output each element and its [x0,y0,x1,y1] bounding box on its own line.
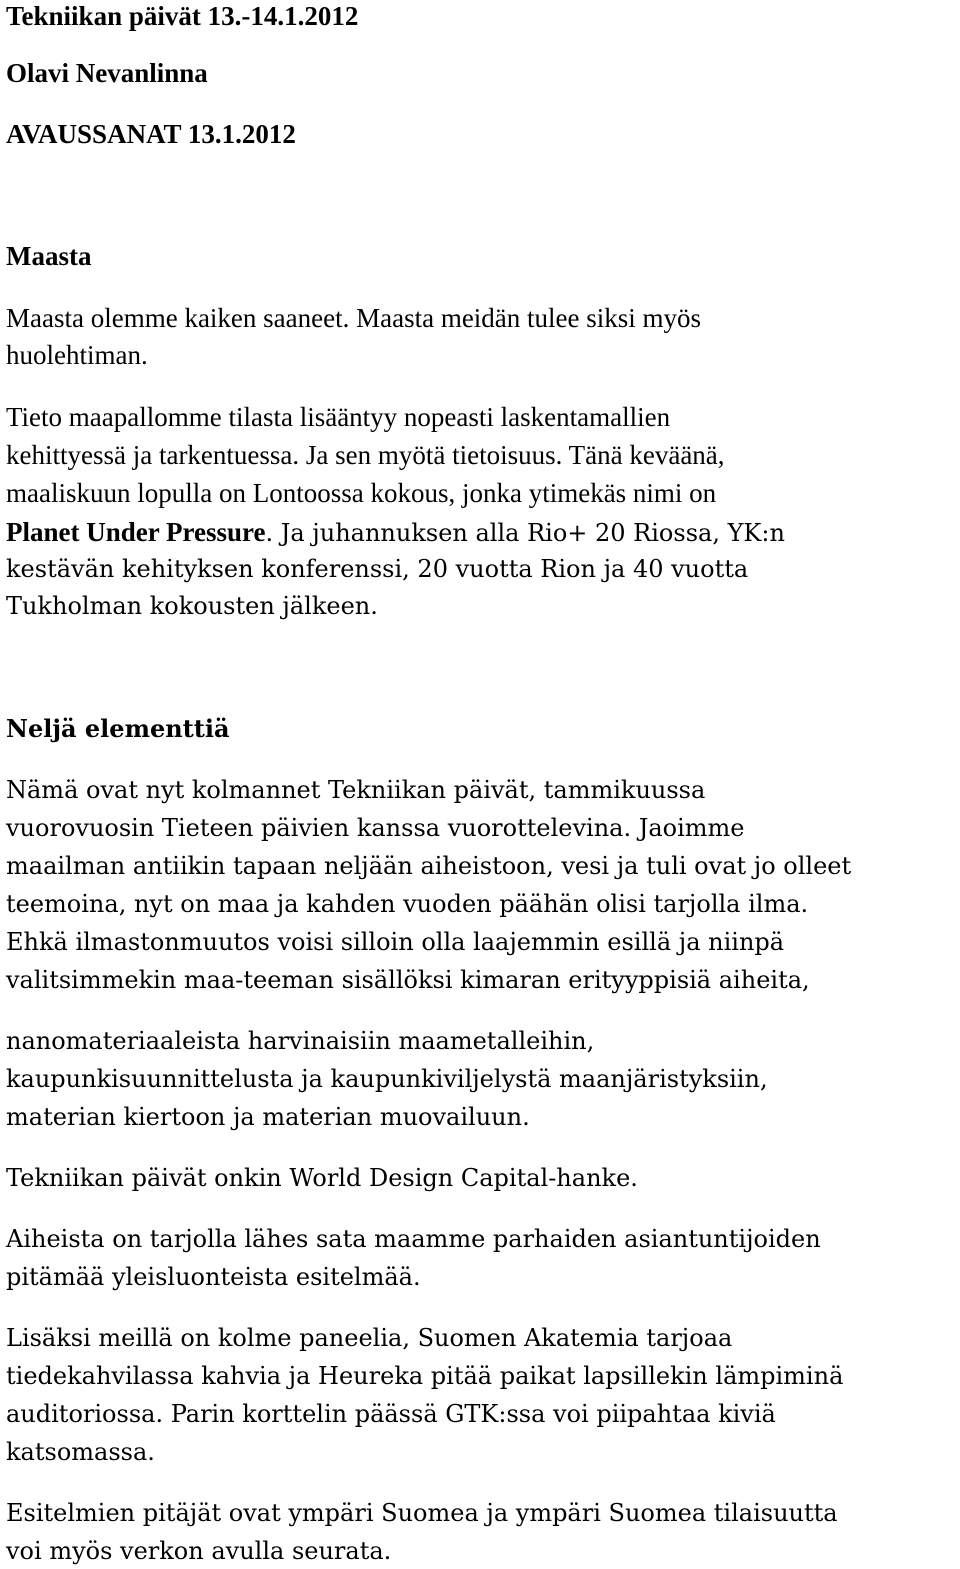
paragraph-line: huolehtiman. [6,340,148,370]
paragraph-line: Aiheista on tarjolla lähes sata maamme parhaiden asiantuntijoiden [6,1225,821,1253]
event-title: Tekniikan päivät 13.-14.1.2012 [6,1,359,31]
paragraph-line: Nämä ovat nyt kolmannet Tekniikan päivät, tammikuussa [6,776,706,804]
document-title: AVAUSSANAT 13.1.2012 [6,119,296,149]
paragraph-line: Tekniikan päivät onkin World Design Capital-hanke. [6,1164,638,1192]
paragraph-line: Lisäksi meillä on kolme paneelia, Suomen Akatemia tarjoaa [6,1324,733,1352]
paragraph-line: kaupunkisuunnittelusta ja kaupunkiviljelystä maanjäristyksiin, [6,1065,768,1093]
paragraph-line: Maasta olemme kaiken saaneet. Maasta meidän tulee siksi myös [6,303,702,333]
paragraph-line-mixed [6,516,785,549]
paragraph-line: katsomassa. [6,1438,155,1466]
paragraph-line: voi myös verkon avulla seurata. [6,1537,392,1565]
paragraph-line: Ehkä ilmastonmuutos voisi silloin olla laajemmin esillä ja niinpä [6,928,785,956]
paragraph-line: pitämää yleisluonteista esitelmää. [6,1263,421,1291]
paragraph-line: Tukholman kokousten jälkeen. [6,592,378,620]
paragraph-line: maaliskuun lopulla on Lontoossa kokous, jonka ytimekäs nimi on [6,478,717,508]
paragraph-fragment: . Ja juhannuksen alla Rio+ 20 Riossa, YK:n [265,519,785,547]
paragraph-line: kestävän kehityksen konferenssi, 20 vuotta Rion ja 40 vuotta [6,555,749,583]
paragraph-line: Esitelmien pitäjät ovat ympäri Suomea ja ympäri Suomea tilaisuutta [6,1499,838,1527]
section-heading-maasta: Maasta [6,241,92,271]
section-heading-nelja-elementtia: Neljä elementtiä [6,714,230,743]
paragraph-line: kehittyessä ja tarkentuessa. Ja sen myötä tietoisuus. Tänä keväänä, [6,440,725,470]
paragraph-line: Tieto maapallomme tilasta lisääntyy nopeasti laskentamallien [6,402,671,432]
paragraph-line: valitsimmekin maa-teeman sisällöksi kimaran erityyppisiä aiheita, [6,966,810,994]
paragraph-line: vuorovuosin Tieteen päivien kanssa vuorottelevina. Jaoimme [6,814,745,842]
paragraph-line: auditoriossa. Parin korttelin päässä GTK:ssa voi piipahtaa kiviä [6,1400,776,1428]
paragraph-line: nanomateriaaleista harvinaisiin maametalleihin, [6,1027,595,1055]
conference-name: Planet Under Pressure [6,517,266,547]
paragraph-line: teemoina, nyt on maa ja kahden vuoden päähän olisi tarjolla ilma. [6,890,809,918]
paragraph-line: materian kiertoon ja materian muovailuun. [6,1103,530,1131]
paragraph-line: maailman antiikin tapaan neljään aiheistoon, vesi ja tuli ovat jo olleet [6,852,852,880]
author-name: Olavi Nevanlinna [6,58,208,88]
paragraph-line: tiedekahvilassa kahvia ja Heureka pitää paikat lapsillekin lämpiminä [6,1362,844,1390]
